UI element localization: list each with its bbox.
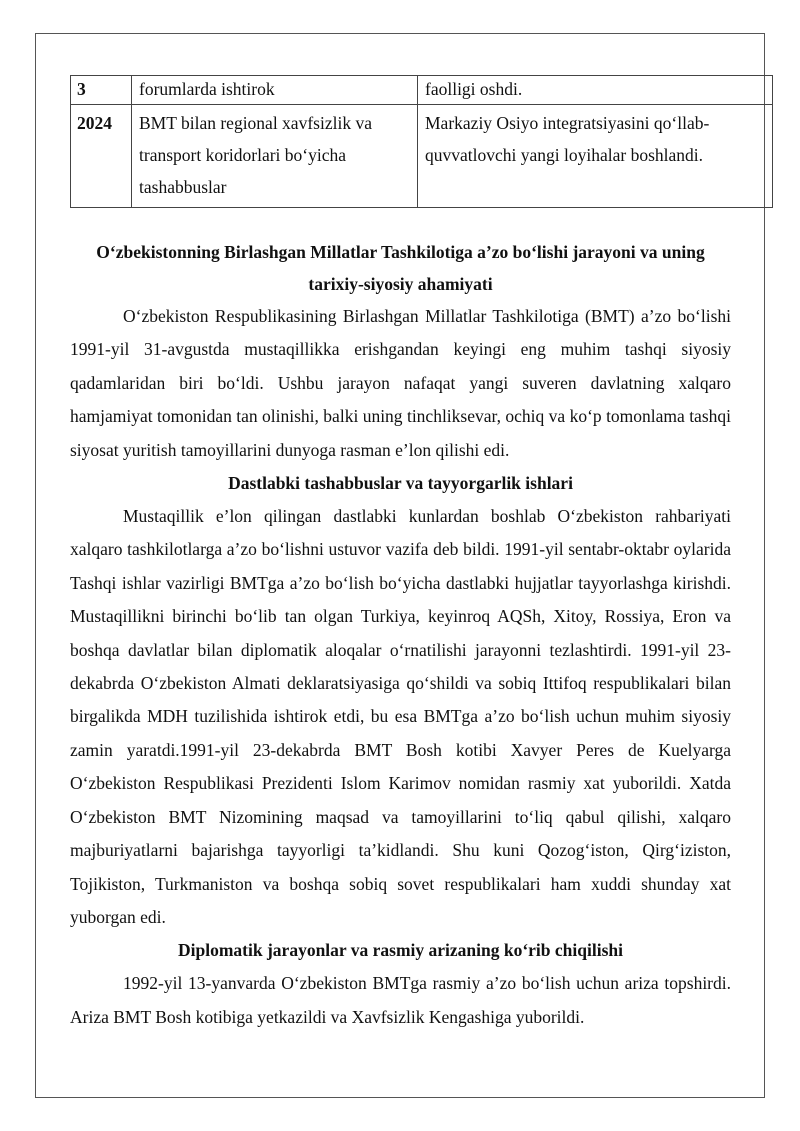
diplomatic-paragraph: 1992-yil 13-yanvarda O‘zbekiston BMTga rasmiy a’zo bo‘lish uchun ariza topshirdi. Ariza BMT Bosh kotibiga yetkazildi va Xavfsizlik Kengashiga yuborildi. (70, 973, 731, 1027)
section-heading-diplomatic: Diplomatik jarayonlar va rasmiy arizaning ko‘rib chiqilishi (178, 940, 623, 961)
event-cell: forumlarda ishtirok (132, 76, 418, 105)
table-row (71, 76, 773, 105)
year-cell: 2024 (71, 105, 132, 208)
table-row (71, 105, 773, 208)
initiatives-paragraph: Mustaqillik e’lon qilingan dastlabki kunlardan boshlab O‘zbekiston rahbariyati xalqaro tashkilotlarga a’zo bo‘lishni ustuvor vazifa deb bildi. 1991-yil sentabr-oktabr oylarida Tashqi ishlar vazirligi BMTga a’zo bo‘lish bo‘yicha dastlabki hujjatlar tayyorlashga kirishdi. Mustaqillikni birinchi bo‘lib tan olgan Turkiya, keyinroq AQSh, Xitoy, Rossiya, Eron va boshqa davlatlar bilan diplomatik aloqalar o‘rnatilishi jarayonni tezlashtirdi. 1991-yil 23-dekabrda O‘zbekiston Almati deklaratsiyasiga qo‘shildi va sobiq Ittifoq respublikalari bilan birgalikda MDH tuzilishida ishtirok etdi, bu esa BMTga a’zo bo‘lish uchun muhim siyosiy zamin yaratdi.1991-yil 23-dekabrda BMT Bosh kotibi Xavyer Peres de Kuelyarga O‘zbekiston Respublikasi Prezidenti Islom Karimov nomidan rasmiy xat yuborildi. Xatda O‘zbekiston BMT Nizomining maqsad va tamoyillarini to‘liq qabul qilishi, xalqaro majburiyatlarni bajarishga tayyorligi ta’kidlandi. Shu kuni Qozog‘iston, Qirg‘iziston, Tojikiston, Turkmaniston va boshqa sobiq sovet respublikalari ham xuddi shunday xat yuborgan edi. (70, 506, 731, 927)
document-title: O‘zbekistonning Birlashgan Millatlar Tashkilotiga a’zo bo‘lishi jarayoni va uning tarixiy-siyosiy ahamiyati (96, 242, 705, 294)
document-body (70, 75, 731, 1034)
year-cell: 3 (71, 76, 132, 105)
result-cell: faolligi oshdi. (418, 76, 773, 105)
event-cell: BMT bilan regional xavfsizlik va transport koridorlari bo‘yicha tashabbuslar (132, 105, 418, 208)
intro-paragraph: O‘zbekiston Respublikasining Birlashgan Millatlar Tashkilotiga (BMT) a’zo bo‘lishi 1991-yil 31-avgustda mustaqillikka erishgandan keyingi eng muhim tashqi siyosiy qadamlaridan biri bo‘ldi. Ushbu jarayon nafaqat yangi suveren davlatning xalqaro hamjamiyat tomonidan tan olinishi, balki uning tinchliksevar, ochiq va ko‘p tomonlama tashqi siyosat yuritish tamoyillarini dunyoga rasman e’lon qilishi edi. (70, 306, 731, 460)
history-table (70, 75, 773, 208)
section-heading-initiatives: Dastlabki tashabbuslar va tayyorgarlik ishlari (228, 473, 573, 494)
result-cell: Markaziy Osiyo integratsiyasini qo‘llab-quvvatlovchi yangi loyihalar boshlandi. (418, 105, 773, 208)
